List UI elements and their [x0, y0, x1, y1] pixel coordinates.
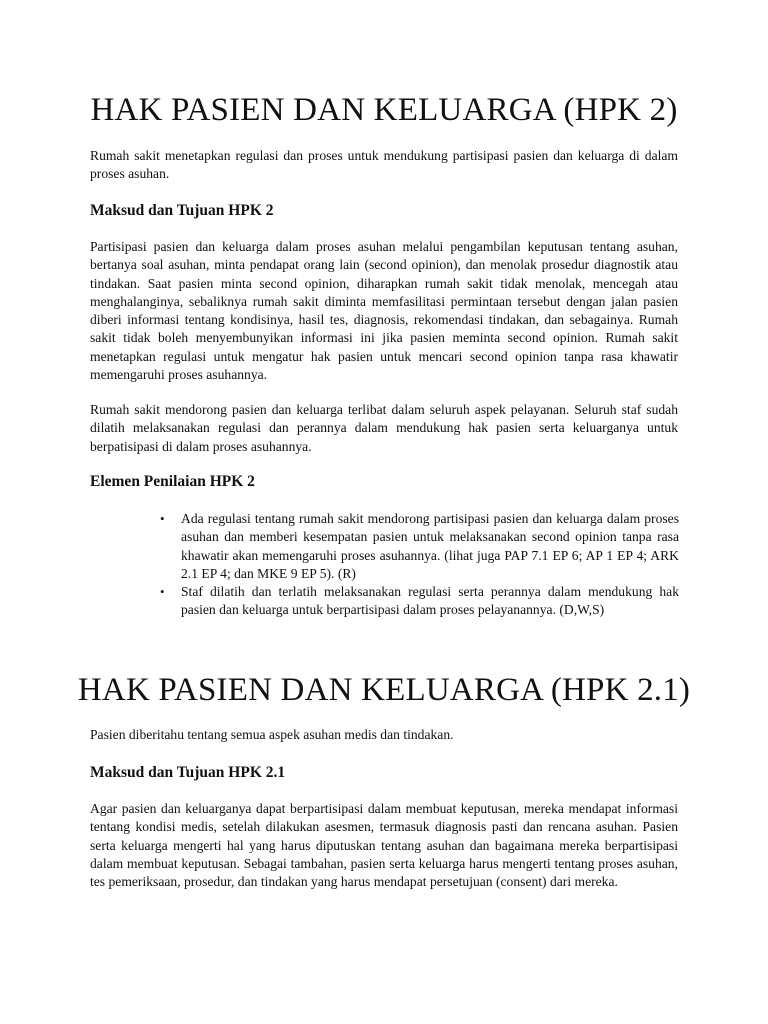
elements-list: [160, 510, 679, 620]
section1-intro: Rumah sakit menetapkan regulasi dan proses untuk mendukung partisipasi pasien dan keluarga di dalam proses asuhan.: [90, 148, 678, 182]
list-item-text: Staf dilatih dan terlatih melaksanakan regulasi serta perannya dalam mendukung hak pasien dan keluarga untuk berpartisipasi dalam proses pelayanannya. (D,W,S): [181, 584, 679, 618]
section2-purpose-heading: Maksud dan Tujuan HPK 2.1: [90, 764, 286, 781]
section2-title: HAK PASIEN DAN KELUARGA (HPK 2.1): [77, 672, 691, 708]
section1-purpose-heading: Maksud dan Tujuan HPK 2: [90, 202, 274, 219]
section1-purpose-paragraph-1: Partisipasi pasien dan keluarga dalam proses asuhan melalui pengambilan keputusan tentang asuhan, bertanya soal asuhan, minta pendapat orang lain (second opinion), dan menolak prosedur diagnostik atau tindakan. Saat pasien minta second opinion, diharapkan rumah sakit tidak menolak, mencegah atau menghalanginya, sebaliknya rumah sakit diminta memfasilitasi permintaan tersebut dengan jalan pasien diberi informasi tentang kondisinya, hasil tes, diagnosis, rekomendasi tindakan, dan sebagainya. Rumah sakit tidak boleh menyembunyikan informasi ini jika pasien meminta second opinion. Rumah sakit menetapkan regulasi untuk mengatur hak pasien untuk mencari second opinion tanpa rasa khawatir memengaruhi proses asuhannya.: [90, 239, 678, 383]
bullet-icon: •: [160, 584, 165, 600]
section1-title: HAK PASIEN DAN KELUARGA (HPK 2): [90, 92, 678, 128]
list-item: [160, 583, 679, 620]
section1-elements-heading: Elemen Penilaian HPK 2: [90, 473, 255, 490]
bullet-icon: •: [160, 511, 165, 526]
section2-purpose-paragraph-1: Agar pasien dan keluarganya dapat berpartisipasi dalam membuat keputusan, mereka mendapat informasi tentang kondisi medis, setelah dilakukan asesmen, termasuk diagnosis pasti dan rencana asuhan. Pasien serta keluarga mengerti hal yang harus diputuskan tentang asuhan dan bagaimana mereka berpartisipasi dalam membuat keputusan. Sebagai tambahan, pasien serta keluarga harus mengerti tentang proses asuhan, tes pemeriksaan, prosedur, dan tindakan yang harus mendapat persetujuan (consent) dari mereka.: [90, 801, 678, 890]
list-item-text: Ada regulasi tentang rumah sakit mendorong partisipasi pasien dan keluarga dalam proses asuhan dan memberi kesempatan pasien untuk melaksanakan second opinion tanpa rasa khawatir akan memengaruhi proses asuhannya. (lihat juga PAP 7.1 EP 6; AP 1 EP 4; ARK 2.1 EP 4; dan MKE 9 EP 5). (R): [181, 511, 679, 581]
section1-purpose-paragraph-2: Rumah sakit mendorong pasien dan keluarga terlibat dalam seluruh aspek pelayanan. Seluruh staf sudah dilatih melaksanakan regulasi dan perannya dalam mendukung hak pasien serta keluarganya untuk berpatisipasi di dalam proses asuhannya.: [90, 402, 678, 454]
list-item: [160, 510, 679, 583]
section2-intro: Pasien diberitahu tentang semua aspek asuhan medis dan tindakan.: [90, 727, 454, 742]
